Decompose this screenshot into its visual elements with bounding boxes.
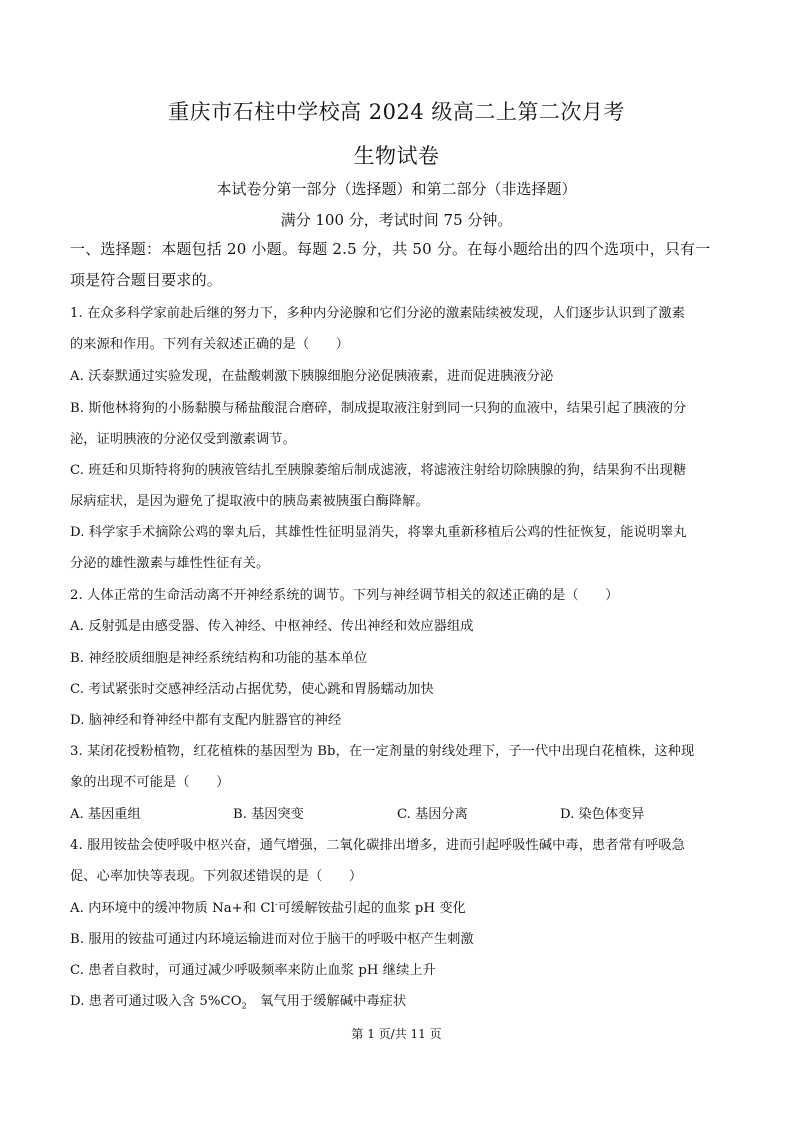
q3-stem-line1: 3. 某闭花授粉植物，红花植株的基因型为 Bb，在一定剂量的射线处理下，子一代中出现白花植株，这种现 bbox=[70, 744, 695, 759]
q3-stem-line2: 象的出现不可能是（ ） bbox=[70, 775, 230, 790]
q4-option-d-subscript: 2 bbox=[241, 1001, 247, 1011]
q1-option-d-line1: D. 科学家手术摘除公鸡的睾丸后，其雄性性征明显消失，将睾丸重新移植后公鸡的性征恢复，能说明睾丸 bbox=[70, 525, 687, 540]
q2-option-a: A. 反射弧是由感受器、传入神经、中枢神经、传出神经和效应器组成 bbox=[70, 619, 474, 634]
q1-stem-line2: 的来源和作用。下列有关叙述正确的是（ ） bbox=[70, 337, 350, 352]
q4-stem-line2: 促、心率加快等表现。下列叙述错误的是（ ） bbox=[70, 869, 363, 884]
q2-option-d: D. 脑神经和脊神经中都有支配内脏器官的神经 bbox=[70, 713, 342, 728]
q4-option-b: B. 服用的铵盐可通过内环境运输进而对位于脑干的呼吸中枢产生刺激 bbox=[70, 932, 474, 947]
exam-title: 重庆市石柱中学校高 2024 级高二上第二次月考 bbox=[168, 100, 625, 124]
q4-option-c: C. 患者自救时，可通过减少呼吸频率来防止血浆 pH 继续上升 bbox=[70, 963, 436, 978]
q4-option-a-text-post: 可缓解铵盐引起的血浆 pH 变化 bbox=[277, 901, 466, 916]
q4-option-d-text-pre: D. 患者可通过吸入含 5%CO bbox=[70, 994, 242, 1009]
q3-option-d: D. 染色体变异 bbox=[560, 807, 645, 822]
q1-option-a: A. 沃泰默通过实验发现，在盐酸刺激下胰腺细胞分泌促胰液素，进而促进胰液分泌 bbox=[70, 369, 554, 384]
q3-option-b: B. 基因突变 bbox=[233, 807, 304, 822]
q3-option-a: A. 基因重组 bbox=[70, 807, 141, 822]
q2-stem: 2. 人体正常的生命活动离不开神经系统的调节。下列与神经调节相关的叙述正确的是（ ） bbox=[70, 588, 619, 603]
q4-stem-line1: 4. 服用铵盐会使呼吸中枢兴奋，通气增强，二氧化碳排出增多，进而引起呼吸性碱中毒，患者常有呼吸急 bbox=[70, 838, 686, 853]
q4-option-a bbox=[70, 897, 726, 916]
score-time-note: 满分 100 分，考试时间 75 分钟。 bbox=[280, 211, 513, 229]
q1-option-c-line2: 尿病症状，是因为避免了提取液中的胰岛素被胰蛋白酶降解。 bbox=[70, 494, 429, 509]
q4-option-a-text-pre: A. 内环境中的缓冲物质 Na+和 Cl bbox=[70, 901, 275, 916]
section-heading-line2: 项是符合题目要求的。 bbox=[70, 271, 223, 289]
q4-option-d bbox=[70, 990, 726, 1009]
subject-title: 生物试卷 bbox=[353, 144, 440, 168]
q3-option-c: C. 基因分离 bbox=[397, 807, 468, 822]
q1-option-d-line2: 分泌的雄性激素与雄性性征有关。 bbox=[70, 556, 270, 571]
paper-structure-note: 本试卷分第一部分（选择题）和第二部分（非选择题） bbox=[216, 180, 577, 198]
q1-stem-line1: 1. 在众多科学家前赴后继的努力下，多种内分泌腺和它们分泌的激素陆续被发现，人们逐步认识到了激素 bbox=[70, 306, 686, 321]
section-heading-line1: 一、选择题：本题包括 20 小题。每题 2.5 分，共 50 分。在每小题给出的四个选项中，只有一 bbox=[70, 240, 711, 258]
q1-option-b-line2: 泌，证明胰液的分泌仅受到激素调节。 bbox=[70, 432, 296, 447]
q2-option-b: B. 神经胶质细胞是神经系统结构和功能的基本单位 bbox=[70, 651, 368, 666]
q4-option-d-text-post: 氧气用于缓解碱中毒症状 bbox=[246, 994, 407, 1009]
page-number: 第 1 页/共 11 页 bbox=[351, 1027, 442, 1041]
q2-option-c: C. 考试紧张时交感神经活动占据优势，使心跳和胃肠蠕动加快 bbox=[70, 682, 434, 697]
q4-option-a-superscript: - bbox=[274, 899, 278, 909]
q1-option-b-line1: B. 斯他林将狗的小肠黏膜与稀盐酸混合磨碎，制成提取液注射到同一只狗的血液中，结果引起了胰液的分 bbox=[70, 401, 687, 416]
q1-option-c-line1: C. 班廷和贝斯特将狗的胰液管结扎至胰腺萎缩后制成滤液，将滤液注射给切除胰腺的狗，结果狗不出现糖 bbox=[70, 463, 687, 478]
